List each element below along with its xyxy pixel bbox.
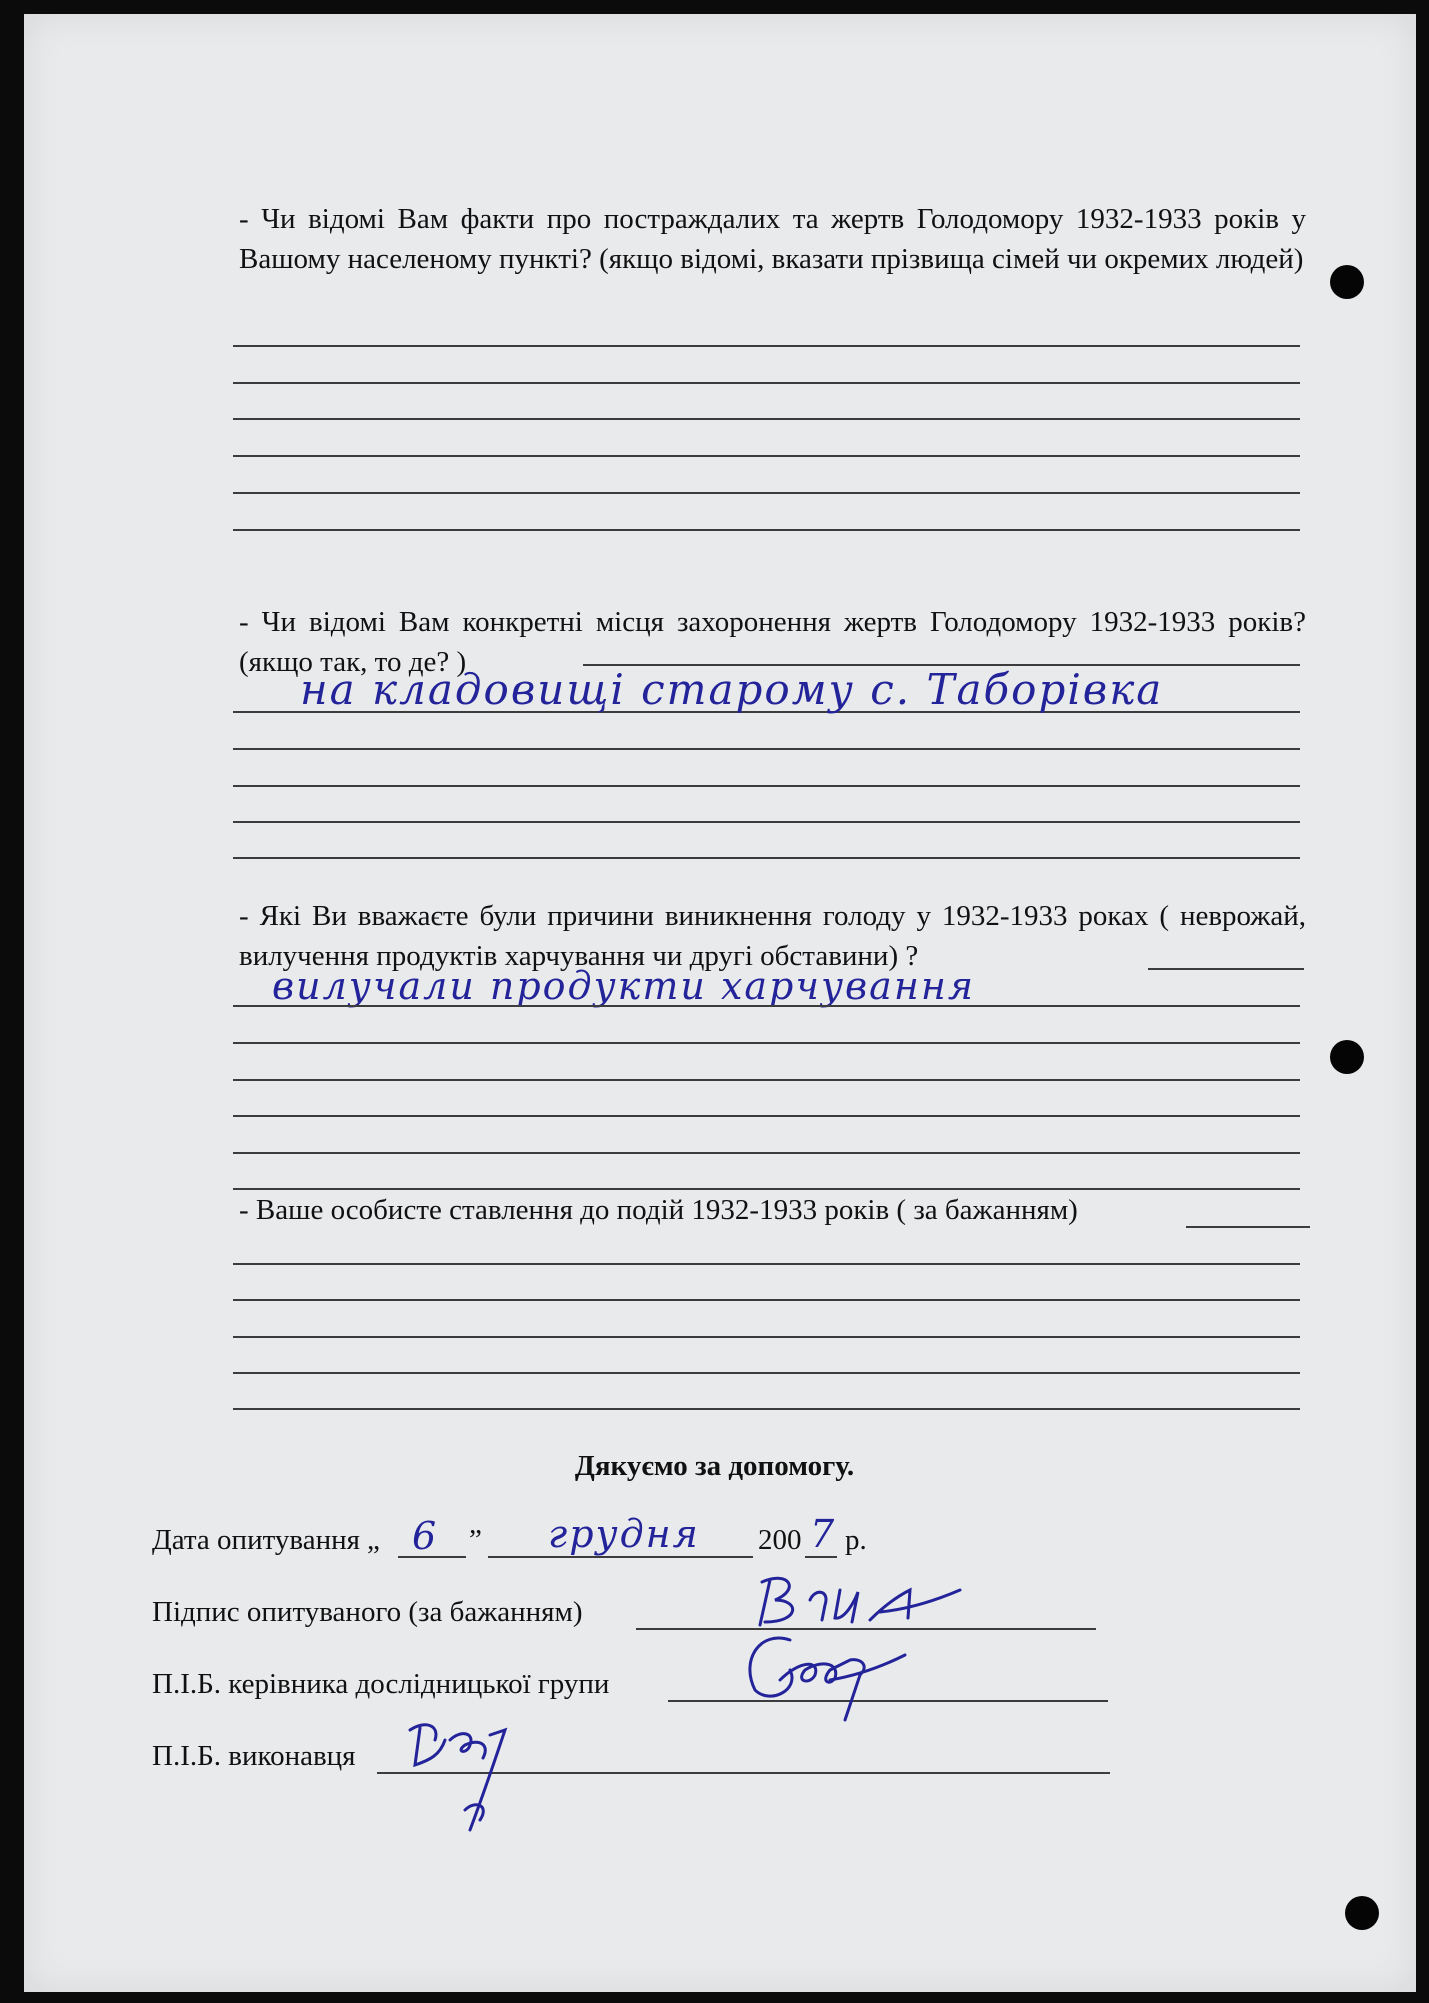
date-suffix: р. — [845, 1524, 867, 1556]
answer-line — [233, 418, 1300, 420]
answer-3-handwritten: вилучали продукти харчування — [272, 964, 976, 1008]
answer-line — [233, 1336, 1300, 1338]
answer-line — [233, 455, 1300, 457]
punch-hole — [1345, 1896, 1379, 1930]
quote-close: ” — [469, 1524, 482, 1556]
question-1-text: - Чи відомі Вам факти про постраждалих та жертв Голодомору 1932-1933 років у Вашому населеному пункті? (якщо відомі, вказати прізвища сімей чи окремих людей) — [239, 203, 1306, 275]
answer-line — [233, 1042, 1300, 1044]
answer-line — [233, 1152, 1300, 1154]
question-2-text: - Чи відомі Вам конкретні місця захоронення жертв Голодомору 1932-1933 років? (якщо так, то де? ) — [239, 606, 1306, 678]
punch-hole — [1330, 265, 1364, 299]
answer-2-handwritten: на кладовищі старому с. Таборівка — [300, 665, 1164, 714]
answer-line — [233, 1005, 1300, 1007]
question-3-text: - Які Ви вважаєте були причини виникнення голоду у 1932-1933 роках ( неврожай, вилучення продуктів харчування чи другі обставини) ? — [239, 900, 1306, 972]
answer-line — [233, 1115, 1300, 1117]
answer-line — [233, 821, 1300, 823]
date-label: Дата опитування — [152, 1524, 360, 1556]
date-month-line — [488, 1556, 753, 1558]
date-year-prefix: 200 — [758, 1524, 802, 1556]
answer-line — [233, 1372, 1300, 1374]
answer-line — [1148, 968, 1304, 970]
executor-signature — [395, 1700, 555, 1840]
date-year-handwritten: 7 — [810, 1512, 837, 1556]
executor-label: П.І.Б. виконавця — [152, 1740, 356, 1772]
answer-line — [233, 1408, 1300, 1410]
quote-open: „ — [367, 1524, 380, 1556]
leader-signature — [720, 1620, 920, 1730]
answer-line — [1186, 1226, 1310, 1228]
answer-line — [233, 492, 1300, 494]
date-year-line — [805, 1556, 837, 1558]
leader-label: П.І.Б. керівника дослідницької групи — [152, 1668, 610, 1700]
answer-line — [233, 1263, 1300, 1265]
thanks-heading: Дякуємо за допомогу. — [574, 1450, 855, 1482]
date-month-handwritten: грудня — [548, 1512, 700, 1556]
date-day-handwritten: 6 — [412, 1514, 439, 1558]
answer-line — [233, 1299, 1300, 1301]
answer-line — [233, 382, 1300, 384]
answer-line — [233, 345, 1300, 347]
answer-line — [233, 748, 1300, 750]
answer-line — [233, 785, 1300, 787]
respondent-signature-label: Підпис опитуваного (за бажанням) — [152, 1596, 583, 1628]
question-4-text: - Ваше особисте ставлення до подій 1932-1933 років ( за бажанням) — [239, 1194, 1078, 1226]
answer-line — [233, 857, 1300, 859]
answer-line — [233, 1079, 1300, 1081]
punch-hole — [1330, 1040, 1364, 1074]
answer-line — [233, 529, 1300, 531]
